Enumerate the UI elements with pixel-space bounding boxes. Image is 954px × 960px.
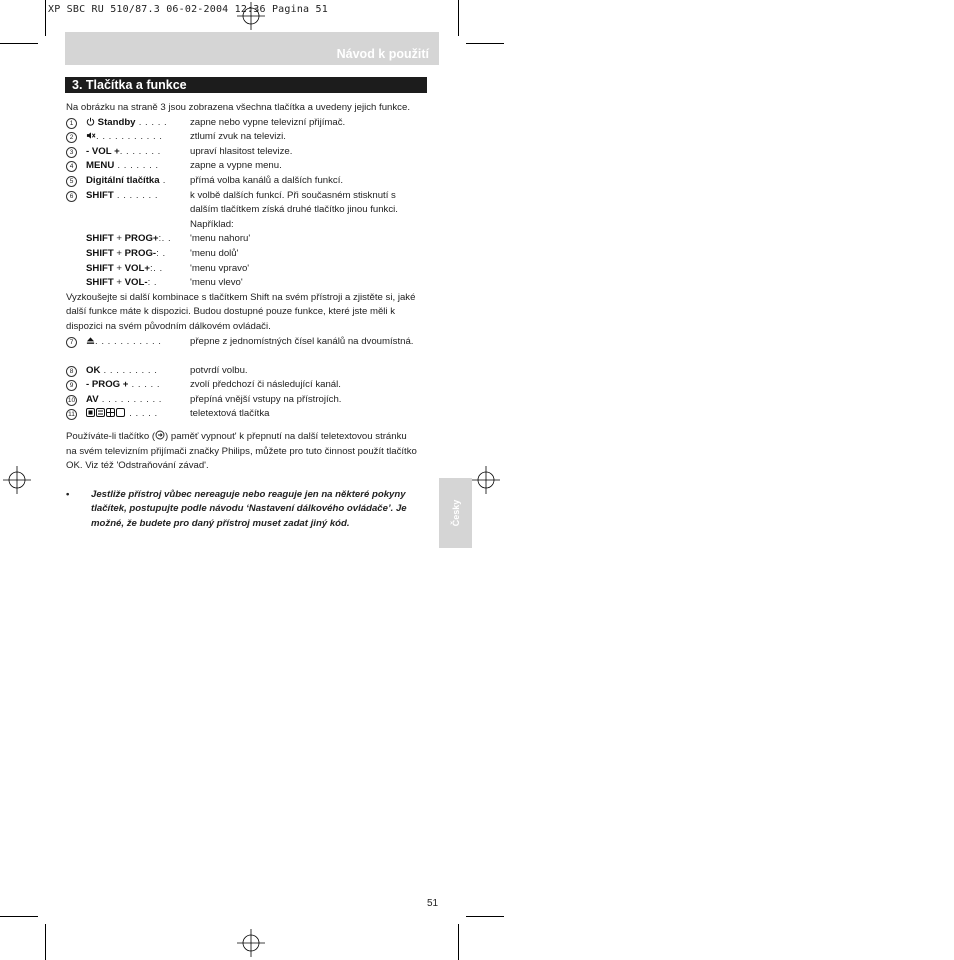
item-number: 7 [66,337,77,348]
button-item [66,145,418,160]
item-number: 6 [66,191,77,202]
item-label-text: OK [86,364,101,376]
combo-description: 'menu vpravo' [190,262,250,274]
combo-plus: + [113,233,125,245]
item-label [86,130,162,145]
item-description: přepíná vnější vstupy na přístrojích. [190,393,342,405]
combo-label [86,232,171,247]
item-dots: . . . . . . . . . . . [96,131,163,143]
item-dots: . [159,174,166,186]
item-number: 5 [66,176,77,187]
header-bar [65,32,439,65]
combo-key-b: PROG- [124,247,157,259]
button-item [66,130,418,145]
item-description: upraví hlasitost televize. [190,145,293,157]
shift-combo-item [66,276,418,291]
item-label [86,364,157,379]
combo-key-b: VOL+ [124,262,150,274]
item-dots: . . . . . . . . . . . [95,335,162,347]
item-label-text: - PROG + [86,379,129,391]
combo-key-a: SHIFT [86,277,114,289]
item-number: 1 [66,118,77,129]
memory-text-post: ) paměť vypnout' k přepnutí na další teletextovou stránku na svém televizním přijímači značky Philips, můžete pro tuto činnost použít tlačítko OK. Viz též 'Odstraňování závad'. [66,431,417,472]
combo-plus: + [113,277,125,289]
button-item [66,393,418,408]
combo-key-a: SHIFT [86,247,114,259]
item-number: 4 [66,161,77,172]
item-label [86,189,158,204]
item-description: zvolí předchozí či následující kanál. [190,379,341,391]
item-number: 2 [66,132,77,143]
button-list-a [66,116,418,233]
page-content [66,101,418,532]
button-list-b [66,335,418,423]
section-bar [65,77,427,93]
combo-key-b: PROG+ [124,233,159,245]
header-title: Návod k použití [336,47,429,61]
item-label-text: AV [86,393,99,405]
note-bullet: • [66,488,70,500]
combo-key-a: SHIFT [86,262,114,274]
item-dots: . . . . . . . [113,189,159,201]
button-item [66,378,418,393]
teletext-icons [86,408,126,419]
combo-plus: + [113,247,125,259]
shift-combo-item [66,247,418,262]
intro-paragraph: Na obrázku na straně 3 jsou zobrazena všechna tlačítka a uvedeny jejich funkce. [66,102,410,113]
shift-combo-item [66,262,418,277]
item-label [86,335,161,350]
combo-dots: : . [156,247,166,259]
combo-dots: :. . [158,233,172,245]
middle-paragraph: Vyzkoušejte si další kombinace s tlačítkem Shift na svém přístroji a zjistěte si, jaké další funkce máte k dispozici. Budou dostupné pouze funkce, které jste měli k dispozici na svém původním dálkovém ovládači. [66,291,416,332]
combo-key-b: VOL- [124,277,148,289]
language-tab [439,478,472,548]
item-description: zapne nebo vypne televizní přijímač. [190,116,346,128]
item-description: přepne z jednomístných čísel kanálů na dvoumístná. [190,335,414,347]
memory-paragraph [66,430,418,474]
item-number: 10 [67,396,76,404]
memory-off-icon [155,430,165,440]
mute-speaker-icon [86,131,96,142]
warning-note [66,488,418,532]
item-number: 3 [66,147,77,158]
button-item [66,189,418,233]
page-number: 51 [427,898,439,909]
item-description: zapne a vypne menu. [190,160,282,172]
registration-mark-bottom-icon [237,929,265,957]
language-tab-label: Česky [450,499,461,527]
item-number: 9 [66,380,77,391]
combo-label [86,247,166,262]
print-slug: XP SBC RU 510/87.3 06-02-2004 12:36 Pagina 51 [48,4,328,15]
item-dots: . . . . . [135,116,168,128]
standby-power-icon [86,117,95,128]
item-number: 8 [66,366,77,377]
registration-mark-right-icon [472,466,500,494]
memory-text-pre: Používáte-li tlačítko ( [66,431,156,443]
item-label [86,378,160,393]
item-label-text: MENU [86,160,115,172]
combo-dots: : . [147,277,158,289]
button-item [66,159,418,174]
combo-plus: + [113,262,125,274]
button-item [66,407,418,422]
item-label-text: SHIFT [86,189,114,201]
button-item [66,116,418,131]
combo-label [86,276,157,291]
item-dots: . . . . . . . [114,160,159,172]
item-dots: . . . . . . . . . [100,364,158,376]
item-label [86,145,161,160]
item-description: potvrdí volbu. [190,364,248,376]
shift-combo-item [66,232,418,247]
eject-icon [86,336,95,347]
item-label [86,407,158,422]
button-item [66,364,418,379]
shift-combination-list [66,232,418,290]
combo-key-a: SHIFT [86,233,114,245]
item-dots: . . . . . [128,379,161,391]
combo-dots: :. . [149,262,163,274]
item-dots: . . . . . [126,408,158,420]
item-dots: . . . . . . . [119,145,161,157]
item-label [86,159,159,174]
combo-description: 'menu nahoru' [190,233,251,245]
item-description: přímá volba kanálů a dalších funkcí. [190,174,344,186]
item-label [86,174,166,189]
button-item [66,174,418,189]
combo-description: 'menu vlevo' [190,277,243,289]
item-description: k volbě dalších funkcí. Při současném stisknutí s dalším tlačítkem získá druhé tlačítko jinou funkci. Například: [190,189,398,230]
item-number: 11 [66,409,77,420]
combo-description: 'menu dolů' [190,247,239,259]
item-description: ztlumí zvuk na televizi. [190,131,286,143]
item-label [86,393,162,408]
combo-label [86,262,163,277]
note-text: Jestliže přístroj vůbec nereaguje nebo reaguje jen na některé pokyny tlačítek, postupujte podle návodu ‘Nastavení dálkového ovládače’. Je možné, že budete pro daný přístroj muset zadat jiný kód. [91,488,407,530]
item-label-text: - VOL + [86,145,120,157]
item-label-text: Standby [97,116,136,128]
registration-mark-top-icon [237,2,265,30]
item-label [86,116,167,131]
registration-mark-left-icon [3,466,31,494]
button-item [66,335,418,364]
item-dots: . . . . . . . . . . [98,393,162,405]
item-label-text: Digitální tlačítka [86,174,160,186]
item-description: teletextová tlačítka [190,408,270,420]
section-title: 3. Tlačítka a funkce [72,78,187,92]
